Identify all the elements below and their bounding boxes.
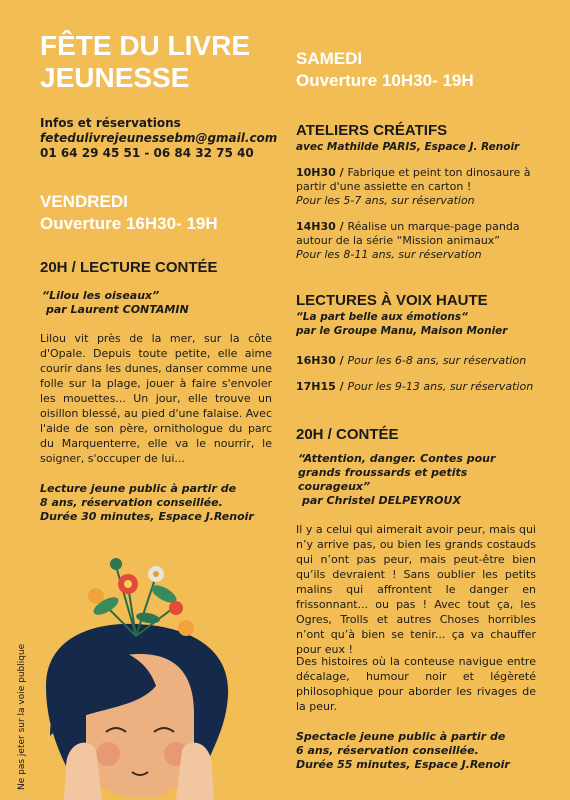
saturday-heading: SAMEDI Ouverture 10H30- 19H: [296, 49, 474, 90]
child-with-flowers-illustration: [36, 536, 236, 800]
conte-footer: Spectacle jeune public à partir de 6 ans, réservation conseillée. Durée 55 minutes, Espace J.Renoir: [296, 730, 510, 771]
info-label: Infos et réservations: [40, 116, 181, 130]
small-red-flower-icon: [169, 601, 183, 615]
conte-description-1: Il y a celui qui aimerait avoir peur, mais qui n’y arrive pas, ou bien les grands costauds qui n’ont pas peur, mais peut-être bien qu’ils devraient ! Sans oublier les petits malins qui affrontent le danger en frissonnant... ou pas ! Avec tout ça, les Ogres, Trolls et autres Choses horribles n’ont qu’à bien se tenir... ça va chauffer pour eux !: [296, 523, 536, 656]
conte-heading: 20H / CONTÉE: [296, 426, 399, 443]
lectures-sub-1: “La part belle aux émotions“: [296, 311, 468, 323]
ateliers-sub: avec Mathilde PARIS, Espace J. Renoir: [296, 141, 520, 153]
yellow-flower-icon: [178, 620, 194, 636]
left-cheek: [96, 742, 120, 766]
atelier-slot-2: 14H30 / Réalise un marque-page panda autour de la série “Mission animaux” Pour les 8-11 ans, sur réservation: [296, 220, 520, 261]
friday-book-title: “Lilou les oiseaux” par Laurent CONTAMIN: [42, 289, 189, 316]
lectures-heading: LECTURES À VOIX HAUTE: [296, 292, 488, 309]
friday-heading: VENDREDI Ouverture 16H30- 19H: [40, 192, 218, 233]
event-title: FÊTE DU LIVRE JEUNESSE: [40, 30, 251, 93]
right-column: [296, 48, 536, 772]
friday-description: Lilou vit près de la mer, sur la côte d'Opale. Depuis toute petite, elle aime courir dans les dunes, danser comme une folle sur la plage, jouer à faire s'envoler les mouettes... Un jour, elle trouve un oisillon blessé, au pied d'une falaise. Avec l'aide de son père, ornithologue du parc du Marquenterre, elle va le nourrir, le soigner, s'occuper de lui...: [40, 332, 272, 465]
ateliers-heading: ATELIERS CRÉATIFS: [296, 122, 448, 139]
friday-footer: Lecture jeune public à partir de 8 ans, réservation conseillée. Durée 30 minutes, Espace J.Renoir: [40, 482, 254, 523]
lecture-slot-2: 17H15 / Pour les 9-13 ans, sur réservation: [296, 380, 534, 393]
side-note: Ne pas jeter sur la voie publique: [17, 643, 27, 790]
email-link[interactable]: fetedulivrejeunessebm@gmail.com: [40, 131, 278, 145]
atelier-slot-1: 10H30 / Fabrique et peint ton dinosaure à partir d'une assiette en carton ! Pour les 5-7 ans, sur réservation: [296, 166, 531, 207]
conte-title: “Attention, danger. Contes pour grands froussards et petits courageux” par Christel DELPEYROUX: [298, 452, 496, 507]
conte-description-2: Des histoires où la conteuse navigue entre décalage, humour noir et légèreté philosophique pour aborder les rivages de la peur.: [296, 655, 536, 713]
info-block: [40, 116, 278, 161]
lecture-slot-1: 16H30 / Pour les 6-8 ans, sur réservation: [296, 354, 527, 367]
orange-flower-icon: [88, 588, 104, 604]
friday-event-heading: 20H / LECTURE CONTÉE: [40, 259, 218, 276]
lectures-sub-2: par le Groupe Manu, Maison Monier: [296, 325, 508, 337]
phone-numbers: 01 64 29 45 51 - 06 84 32 75 40: [40, 146, 254, 160]
left-column: [40, 30, 278, 524]
